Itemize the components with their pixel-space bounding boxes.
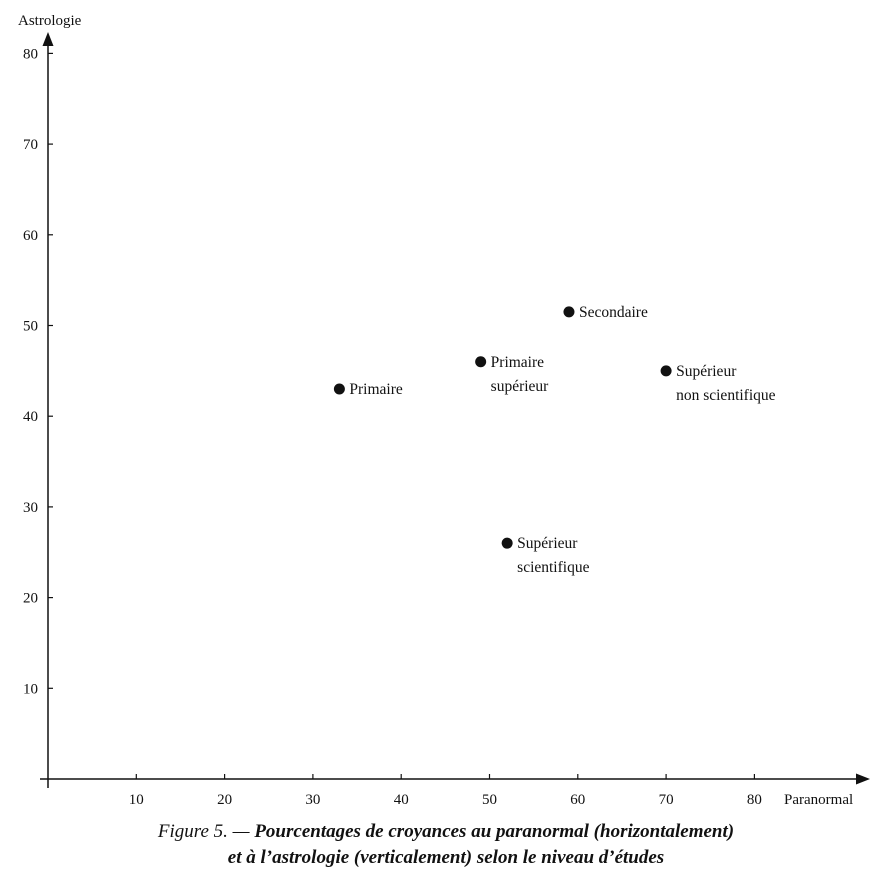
data-point-label: non scientifique [676,386,776,404]
y-tick-label: 80 [23,46,38,63]
data-point-marker [502,538,513,549]
caption-prefix: Figure 5. [157,821,228,842]
data-point-label: Supérieur [517,535,578,553]
data-point-marker [475,356,486,367]
data-point-label: Primaire [349,380,403,398]
y-tick-label: 50 [23,318,38,335]
x-tick-label: 40 [393,792,409,808]
x-tick-label: 20 [217,792,233,808]
data-point-group [475,354,549,395]
data-point-group [563,304,647,321]
caption-dash: — [232,821,250,842]
caption-text-line-1: Pourcentages de croyances au paranormal (horizontalement) [254,821,735,842]
data-point-marker [661,365,672,376]
data-point-group [661,363,776,404]
y-tick-label: 70 [23,137,38,154]
x-tick-label: 70 [658,792,674,808]
data-point-label: supérieur [490,377,549,395]
y-tick-label: 40 [23,409,38,426]
axes [40,32,870,788]
y-tick-label: 60 [23,227,38,244]
x-tick-label: 60 [570,792,586,808]
y-tick-label: 30 [23,499,38,516]
data-point-label: Supérieur [676,362,737,380]
x-tick-label: 10 [128,792,144,808]
caption-text-line-2: et à l’astrologie (verticalement) selon le niveau d’études [227,847,665,868]
x-tick-label: 80 [746,792,762,808]
data-points [334,304,776,576]
figure-caption-line-1 [0,820,892,844]
data-point-marker [563,306,574,317]
y-tick-label: 10 [23,681,38,698]
x-tick-label: 30 [305,792,321,808]
y-axis-title: Astrologie [18,13,82,29]
data-point-label: scientifique [517,559,590,577]
y-tick-label: 20 [23,590,38,607]
x-axis-arrow [856,774,870,785]
data-point-group [502,535,590,576]
figure-caption-line-2 [0,846,892,870]
x-tick-label: 50 [482,792,497,808]
y-axis-arrow [43,32,54,46]
data-point-group [334,381,403,398]
x-axis-title: Paranormal [784,792,854,808]
data-point-label: Secondaire [578,303,648,321]
data-point-label: Primaire [490,353,545,371]
data-point-marker [334,383,345,394]
